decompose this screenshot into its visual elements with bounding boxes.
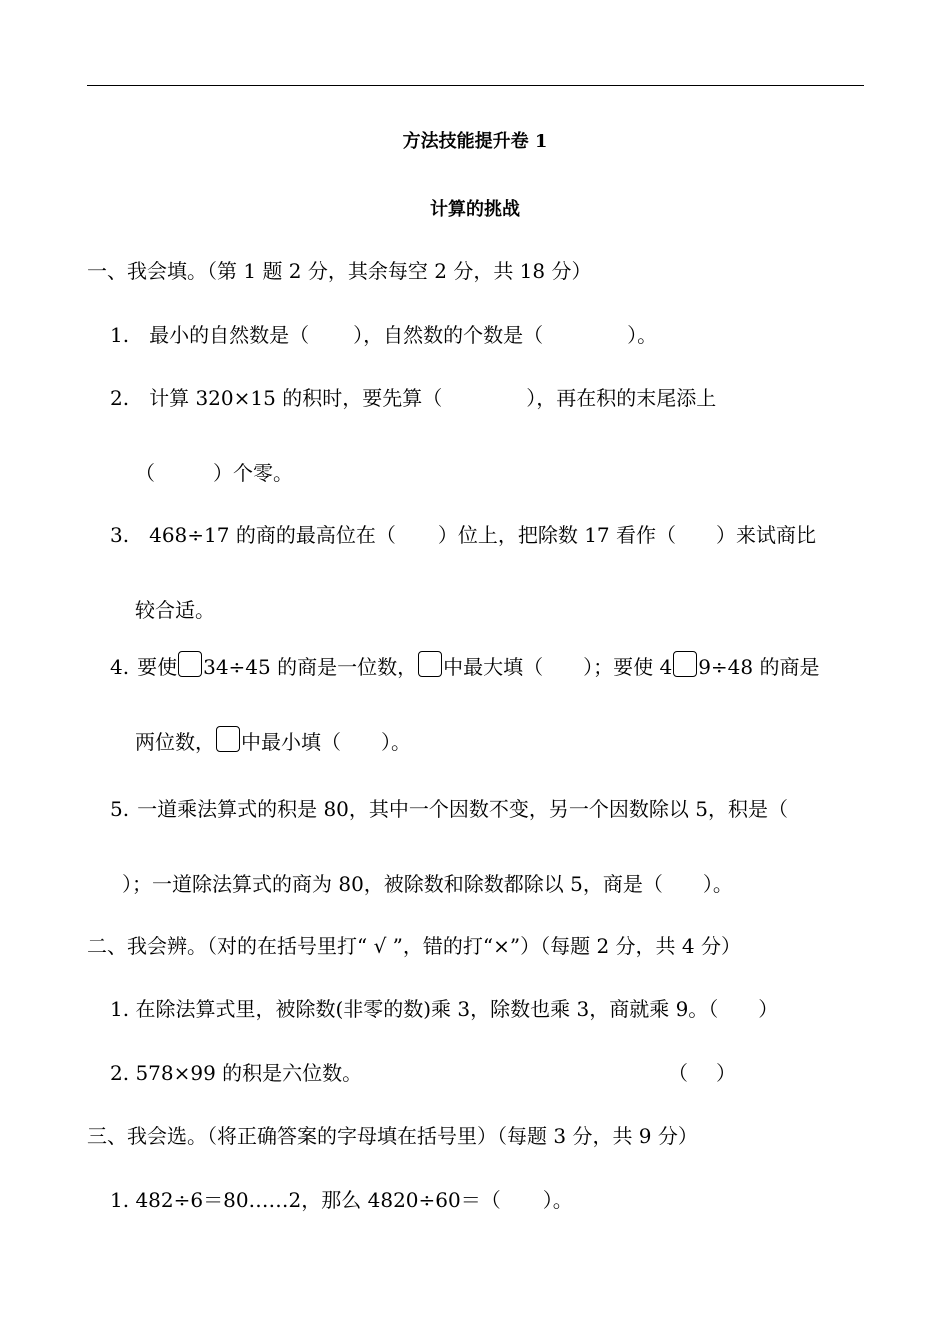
s1-q3-line1: [110, 521, 816, 549]
q1-part-c: ）。: [627, 323, 658, 347]
q4-part-c: 中最大填（: [443, 655, 544, 679]
s2-q1-close: ）: [758, 997, 779, 1021]
q4-part-a: 要使: [137, 655, 178, 679]
section2-heading: 二、我会辨。（对的在括号里打“ √ ”，错的打“×”）（每题 2 分，共 4 分）: [87, 934, 741, 958]
q5-part-a: 一道乘法算式的积是 80，其中一个因数不变，另一个因数除以 5，积是（: [137, 797, 788, 821]
s3-q1-close: ）。: [542, 1188, 573, 1212]
q2-part-c: （: [135, 461, 155, 485]
top-rule: [87, 85, 864, 86]
page-subtitle: 计算的挑战: [430, 199, 520, 220]
s1-q3-line2: 较合适。: [135, 598, 215, 622]
s2-q2-open: （: [668, 1061, 688, 1085]
s1-q5-line1: [110, 795, 788, 823]
digit-box[interactable]: [178, 651, 202, 677]
q4-number: 4.: [110, 655, 130, 679]
s1-q1: [110, 321, 657, 349]
s2-q2-paren: [668, 1059, 736, 1087]
q4-part-e: 9÷48 的商是: [698, 655, 820, 679]
q1-part-a: 最小的自然数是（: [149, 323, 310, 347]
q2-part-b: ），再在积的末尾添上: [526, 386, 717, 410]
s1-q2-line1: [110, 384, 716, 412]
q4-part-b: 34÷45 的商是一位数，: [203, 655, 418, 679]
s3-q1: [110, 1186, 573, 1214]
s1-q4-line2: [135, 726, 411, 756]
q5-part-b: ）；一道除法算式的商为 80，被除数和除数都除以 5，商是（: [122, 872, 663, 896]
q2-part-d: ）个零。: [213, 461, 293, 485]
q4-part-h: ）。: [381, 730, 411, 754]
q2-part-a: 计算 320×15 的积时，要先算（: [149, 386, 443, 410]
page-title: 方法技能提升卷 1: [402, 131, 548, 152]
s1-q4-line1: [110, 651, 820, 681]
q4-part-d: ）；要使 4: [583, 655, 673, 679]
q4-part-g: 中最小填（: [241, 730, 341, 754]
s3-q1-text: 1. 482÷6＝80……2，那么 4820÷60＝（: [110, 1188, 501, 1212]
s1-q5-line2: [122, 870, 733, 898]
q5-part-c: ）。: [702, 872, 733, 896]
q3-part-c: ）来试商比: [716, 523, 817, 547]
s2-q1-text: 1. 在除法算式里，被除数(非零的数)乘 3，除数也乘 3，商就乘 9。（: [110, 997, 719, 1021]
q3-part-b: ）位上，把除数 17 看作（: [437, 523, 677, 547]
s2-q2-text: 2. 578×99 的积是六位数。: [110, 1061, 363, 1085]
s2-q1: [110, 995, 778, 1023]
q2-number: 2.: [110, 386, 130, 410]
q5-number: 5.: [110, 797, 130, 821]
s2-q2-close: ）: [716, 1061, 736, 1085]
digit-box[interactable]: [418, 651, 442, 677]
q1-part-b: ），自然数的个数是（: [353, 323, 544, 347]
q1-number: 1.: [110, 323, 130, 347]
digit-box[interactable]: [673, 651, 697, 677]
q3-number: 3.: [110, 523, 130, 547]
s2-q2: [110, 1059, 362, 1087]
q3-part-a: 468÷17 的商的最高位在（: [149, 523, 396, 547]
s1-q2-line2: [135, 459, 293, 487]
digit-box[interactable]: [216, 726, 240, 752]
section3-heading: 三、我会选。（将正确答案的字母填在括号里）（每题 3 分，共 9 分）: [87, 1124, 698, 1148]
section1-heading: 一、我会填。（第 1 题 2 分，其余每空 2 分，共 18 分）: [87, 259, 592, 283]
q4-part-f: 两位数，: [135, 730, 215, 754]
